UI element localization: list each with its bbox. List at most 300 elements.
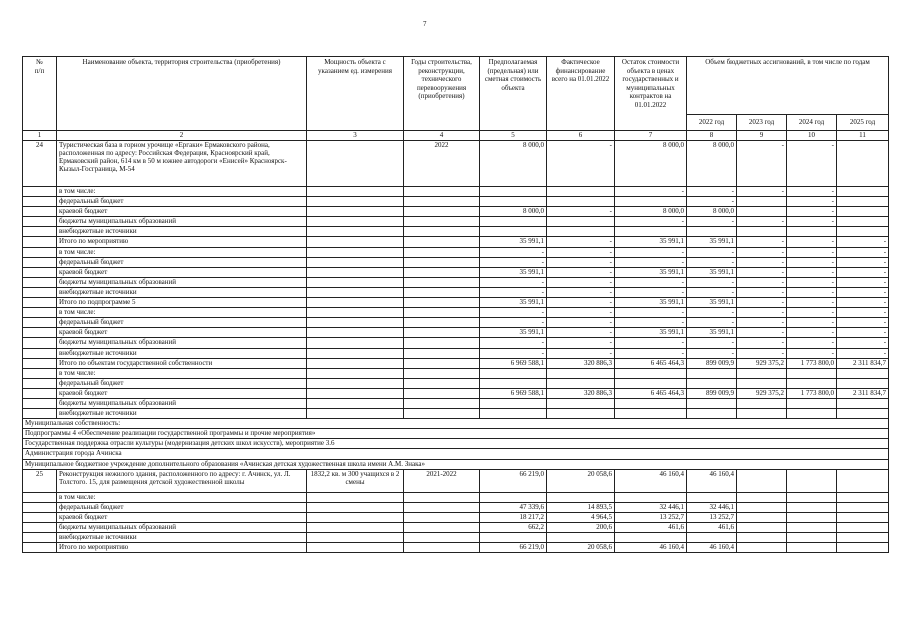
row-estimate: 35 991,1 — [480, 328, 547, 338]
row-y2025: - — [837, 308, 889, 318]
row-estimate: - — [480, 277, 547, 287]
row-estimate — [480, 227, 547, 237]
row-actual: 200,6 — [547, 522, 615, 532]
row-capacity — [307, 368, 404, 378]
row-y2023: - — [737, 298, 787, 308]
row-y2025 — [837, 409, 889, 419]
row-capacity — [307, 348, 404, 358]
row-label: в том числе: — [57, 187, 307, 197]
column-index-row — [23, 131, 889, 141]
row-y2022: 32 446,1 — [687, 502, 737, 512]
row-estimate — [480, 197, 547, 207]
row-actual: 320 886,3 — [547, 388, 615, 398]
header-year-2022: 2022 год — [687, 115, 737, 131]
row-remaining: - — [615, 277, 687, 287]
row-y2024 — [787, 533, 837, 543]
row-remaining — [615, 368, 687, 378]
row-number — [23, 368, 57, 378]
row-y2025 — [837, 207, 889, 217]
row-actual — [547, 368, 615, 378]
row-estimate — [480, 378, 547, 388]
row-remaining: 6 465 464,3 — [615, 358, 687, 368]
row-label: бюджеты муниципальных образований — [57, 277, 307, 287]
budget-row — [23, 533, 889, 543]
row-y2022: - — [687, 247, 737, 257]
row-remaining: 35 991,1 — [615, 328, 687, 338]
object-25-row — [23, 469, 889, 492]
row-years — [404, 257, 480, 267]
section-heading: Муниципальная собственность: — [23, 419, 889, 429]
section-heading: Государственная поддержка отрасли культуры (модернизация детских школ искусств), мероприятие 3.6 — [23, 439, 889, 449]
budget-row — [23, 187, 889, 197]
row-label: внебюджетные источники — [57, 409, 307, 419]
row-actual: - — [547, 247, 615, 257]
row-y2024 — [787, 409, 837, 419]
row-y2023: 929 375,2 — [737, 388, 787, 398]
row-y2022: 46 160,4 — [687, 543, 737, 553]
row-y2024 — [787, 398, 837, 408]
row-estimate: - — [480, 257, 547, 267]
row-actual: 20 058,6 — [547, 543, 615, 553]
row-number — [23, 328, 57, 338]
row-y2023 — [737, 502, 787, 512]
row-actual: 14 893,5 — [547, 502, 615, 512]
row-years — [404, 533, 480, 543]
row-estimate — [480, 368, 547, 378]
column-index: 1 — [23, 131, 57, 141]
row-number — [23, 522, 57, 532]
row-remaining: - — [615, 187, 687, 197]
budget-row — [23, 522, 889, 532]
row-y2022: 899 009,9 — [687, 358, 737, 368]
row-y2025: - — [837, 267, 889, 277]
row-y2022 — [687, 368, 737, 378]
row-remaining: 461,6 — [615, 522, 687, 532]
row-y2023 — [737, 207, 787, 217]
row-capacity — [307, 308, 404, 318]
row-years — [404, 543, 480, 553]
row-y2024 — [787, 512, 837, 522]
investment-objects-table — [22, 56, 889, 553]
row-y2025: - — [837, 338, 889, 348]
column-index: 6 — [547, 131, 615, 141]
row-capacity — [307, 277, 404, 287]
row-label: федеральный бюджет — [57, 378, 307, 388]
row-label: краевой бюджет — [57, 328, 307, 338]
row-y2025 — [837, 522, 889, 532]
header-col-years: Годы строительства, реконструкции, технического перевооружения (приобретения) — [404, 57, 480, 131]
row-capacity — [307, 237, 404, 247]
row-estimate: 35 991,1 — [480, 237, 547, 247]
row-label: краевой бюджет — [57, 267, 307, 277]
row-y2022: 35 991,1 — [687, 328, 737, 338]
row-capacity — [307, 257, 404, 267]
row-estimate: 662,2 — [480, 522, 547, 532]
row-y2022 — [687, 409, 737, 419]
row-capacity — [307, 492, 404, 502]
row-years — [404, 388, 480, 398]
row-years — [404, 267, 480, 277]
row-capacity — [307, 197, 404, 207]
row-estimate: 8 000,0 — [480, 207, 547, 217]
header-year-2025: 2025 год — [837, 115, 889, 131]
row-y2025 — [837, 492, 889, 502]
row-y2023: - — [737, 217, 787, 227]
section-heading: Муниципальное бюджетное учреждение дополнительного образования «Ачинская детская художественная школа имени А.М. Знака» — [23, 459, 889, 469]
object-years: 2022 — [404, 141, 480, 187]
row-estimate: 6 969 588,1 — [480, 388, 547, 398]
row-estimate — [480, 492, 547, 502]
row-y2025 — [837, 197, 889, 207]
row-y2023: - — [737, 267, 787, 277]
row-y2025: - — [837, 277, 889, 287]
row-years — [404, 398, 480, 408]
row-y2023: - — [737, 308, 787, 318]
row-years — [404, 512, 480, 522]
column-index: 5 — [480, 131, 547, 141]
row-number — [23, 318, 57, 328]
column-index: 3 — [307, 131, 404, 141]
row-remaining: - — [615, 287, 687, 297]
row-remaining: 35 991,1 — [615, 267, 687, 277]
row-actual — [547, 409, 615, 419]
row-estimate: 66 219,0 — [480, 543, 547, 553]
row-remaining — [615, 409, 687, 419]
object-24-row — [23, 141, 889, 187]
budget-row — [23, 338, 889, 348]
row-y2023: - — [737, 257, 787, 267]
row-y2023 — [737, 543, 787, 553]
row-capacity — [307, 533, 404, 543]
row-actual: - — [547, 328, 615, 338]
row-actual — [547, 187, 615, 197]
row-y2024: 1 773 800,0 — [787, 388, 837, 398]
row-actual: - — [547, 308, 615, 318]
row-years — [404, 227, 480, 237]
row-y2023 — [737, 197, 787, 207]
header-col-remaining: Остаток стоимости объекта в ценах государственных и муниципальных контрактов на 01.01.2022 — [615, 57, 687, 131]
row-number — [23, 338, 57, 348]
budget-row — [23, 308, 889, 318]
row-y2023: - — [737, 187, 787, 197]
row-y2024: - — [787, 338, 837, 348]
row-y2024: - — [787, 217, 837, 227]
row-y2025 — [837, 227, 889, 237]
budget-row — [23, 217, 889, 227]
row-actual: - — [547, 277, 615, 287]
row-actual — [547, 227, 615, 237]
row-label: в том числе: — [57, 492, 307, 502]
row-years — [404, 318, 480, 328]
row-remaining: 32 446,1 — [615, 502, 687, 512]
row-capacity — [307, 388, 404, 398]
row-number — [23, 247, 57, 257]
row-actual: - — [547, 348, 615, 358]
row-remaining — [615, 398, 687, 408]
row-actual: 320 886,3 — [547, 358, 615, 368]
budget-row — [23, 358, 889, 368]
row-y2022 — [687, 378, 737, 388]
row-y2023 — [737, 227, 787, 237]
row-number — [23, 267, 57, 277]
budget-row — [23, 287, 889, 297]
header-col-capacity: Мощность объекта с указанием ед. измерения — [307, 57, 404, 131]
row-y2024: - — [787, 247, 837, 257]
column-index: 11 — [837, 131, 889, 141]
row-label: федеральный бюджет — [57, 318, 307, 328]
row-label: внебюджетные источники — [57, 348, 307, 358]
row-y2025: - — [837, 257, 889, 267]
table-body — [23, 131, 889, 553]
row-y2024 — [787, 543, 837, 553]
row-capacity — [307, 328, 404, 338]
row-y2024: - — [787, 318, 837, 328]
budget-row — [23, 543, 889, 553]
row-y2023: - — [737, 237, 787, 247]
row-number — [23, 533, 57, 543]
row-actual — [547, 378, 615, 388]
row-label: бюджеты муниципальных образований — [57, 398, 307, 408]
section-heading-row — [23, 459, 889, 469]
row-actual: - — [547, 257, 615, 267]
budget-row — [23, 237, 889, 247]
row-label: бюджеты муниципальных образований — [57, 217, 307, 227]
column-index: 10 — [787, 131, 837, 141]
row-number — [23, 217, 57, 227]
row-number — [23, 287, 57, 297]
row-y2023: - — [737, 328, 787, 338]
object-y2022: 8 000,0 — [687, 141, 737, 187]
row-actual — [547, 398, 615, 408]
row-y2024: - — [787, 187, 837, 197]
section-heading-row — [23, 439, 889, 449]
row-label: Итого по мероприятию — [57, 543, 307, 553]
row-actual: - — [547, 237, 615, 247]
row-label: внебюджетные источники — [57, 533, 307, 543]
row-y2025 — [837, 533, 889, 543]
budget-row — [23, 328, 889, 338]
header-col-no: № п/п — [23, 57, 57, 131]
row-estimate — [480, 187, 547, 197]
row-y2024: - — [787, 287, 837, 297]
row-capacity — [307, 543, 404, 553]
row-capacity — [307, 338, 404, 348]
row-remaining: 35 991,1 — [615, 237, 687, 247]
row-number — [23, 308, 57, 318]
row-y2024: - — [787, 267, 837, 277]
row-number — [23, 277, 57, 287]
row-remaining: - — [615, 348, 687, 358]
header-col-actual: Фактическое финансирование всего на 01.01.2022 — [547, 57, 615, 131]
row-estimate: - — [480, 247, 547, 257]
column-index: 9 — [737, 131, 787, 141]
object-y2025 — [837, 469, 889, 492]
row-y2023: - — [737, 247, 787, 257]
row-years — [404, 187, 480, 197]
row-y2025 — [837, 187, 889, 197]
object-y2022: 46 160,4 — [687, 469, 737, 492]
row-capacity — [307, 522, 404, 532]
row-y2022: 13 252,7 — [687, 512, 737, 522]
row-years — [404, 308, 480, 318]
row-estimate: 47 339,6 — [480, 502, 547, 512]
row-number — [23, 227, 57, 237]
row-y2025: 2 311 834,7 — [837, 358, 889, 368]
object-actual: 20 058,6 — [547, 469, 615, 492]
row-y2024: - — [787, 328, 837, 338]
row-y2022: - — [687, 348, 737, 358]
row-y2025: - — [837, 287, 889, 297]
row-y2025: - — [837, 348, 889, 358]
row-remaining: 35 991,1 — [615, 298, 687, 308]
row-label: краевой бюджет — [57, 207, 307, 217]
row-number — [23, 298, 57, 308]
row-estimate: - — [480, 338, 547, 348]
row-years — [404, 358, 480, 368]
row-actual — [547, 533, 615, 543]
row-capacity — [307, 298, 404, 308]
column-index: 4 — [404, 131, 480, 141]
budget-row — [23, 378, 889, 388]
row-capacity — [307, 318, 404, 328]
row-estimate: 6 969 588,1 — [480, 358, 547, 368]
row-capacity — [307, 227, 404, 237]
row-remaining: 6 465 464,3 — [615, 388, 687, 398]
row-remaining: 8 000,0 — [615, 207, 687, 217]
row-label: краевой бюджет — [57, 388, 307, 398]
row-y2024: - — [787, 298, 837, 308]
row-years — [404, 197, 480, 207]
row-y2024 — [787, 502, 837, 512]
row-years — [404, 217, 480, 227]
object-number: 24 — [23, 141, 57, 187]
row-actual: 4 964,5 — [547, 512, 615, 522]
row-label: Итого по мероприятию — [57, 237, 307, 247]
row-y2024: - — [787, 348, 837, 358]
row-y2023 — [737, 409, 787, 419]
object-estimate: 8 000,0 — [480, 141, 547, 187]
row-capacity — [307, 187, 404, 197]
budget-row — [23, 368, 889, 378]
row-y2022: - — [687, 217, 737, 227]
row-label: в том числе: — [57, 308, 307, 318]
row-y2025 — [837, 398, 889, 408]
row-y2022 — [687, 227, 737, 237]
budget-row — [23, 267, 889, 277]
row-years — [404, 522, 480, 532]
row-y2024: - — [787, 308, 837, 318]
section-heading-row — [23, 419, 889, 429]
row-label: внебюджетные источники — [57, 227, 307, 237]
object-years: 2021-2022 — [404, 469, 480, 492]
row-y2023: 929 375,2 — [737, 358, 787, 368]
row-y2025: - — [837, 328, 889, 338]
row-remaining — [615, 227, 687, 237]
row-label: Итого по объектам государственной собственности — [57, 358, 307, 368]
row-number — [23, 378, 57, 388]
row-y2025 — [837, 543, 889, 553]
row-number — [23, 207, 57, 217]
row-years — [404, 277, 480, 287]
row-estimate: 35 991,1 — [480, 267, 547, 277]
row-label: краевой бюджет — [57, 512, 307, 522]
budget-row — [23, 197, 889, 207]
row-y2025 — [837, 502, 889, 512]
row-capacity — [307, 409, 404, 419]
row-capacity — [307, 398, 404, 408]
row-estimate — [480, 398, 547, 408]
row-actual: - — [547, 207, 615, 217]
section-heading-row — [23, 449, 889, 459]
row-y2025: 2 311 834,7 — [837, 388, 889, 398]
section-heading: Администрация города Ачинска — [23, 449, 889, 459]
column-index: 2 — [57, 131, 307, 141]
row-years — [404, 298, 480, 308]
header-col-budget: Объем бюджетных ассигнований, в том числе по годам — [687, 57, 889, 115]
section-heading-row — [23, 429, 889, 439]
row-y2023 — [737, 512, 787, 522]
row-capacity — [307, 378, 404, 388]
row-estimate — [480, 409, 547, 419]
object-y2024: - — [787, 141, 837, 187]
budget-row — [23, 512, 889, 522]
header-col-name: Наименование объекта, территория строительства (приобретения) — [57, 57, 307, 131]
object-y2023: - — [737, 141, 787, 187]
row-number — [23, 197, 57, 207]
row-number — [23, 502, 57, 512]
row-y2024 — [787, 227, 837, 237]
budget-row — [23, 257, 889, 267]
budget-row — [23, 227, 889, 237]
header-col-estimate: Предполагаемая (предельная) или сметная стоимость объекта — [480, 57, 547, 131]
row-number — [23, 187, 57, 197]
object-actual: - — [547, 141, 615, 187]
row-number — [23, 348, 57, 358]
row-y2022 — [687, 492, 737, 502]
row-y2025 — [837, 368, 889, 378]
row-y2025 — [837, 378, 889, 388]
row-years — [404, 492, 480, 502]
row-y2024 — [787, 368, 837, 378]
row-y2022: - — [687, 277, 737, 287]
column-index: 8 — [687, 131, 737, 141]
row-capacity — [307, 267, 404, 277]
row-estimate: - — [480, 348, 547, 358]
row-y2022: 8 000,0 — [687, 207, 737, 217]
row-y2022: 35 991,1 — [687, 267, 737, 277]
row-years — [404, 348, 480, 358]
object-capacity: 1832,2 кв. м 300 учащихся в 2 смены — [307, 469, 404, 492]
row-capacity — [307, 358, 404, 368]
row-remaining: - — [615, 247, 687, 257]
row-label: внебюджетные источники — [57, 287, 307, 297]
row-y2023: - — [737, 338, 787, 348]
row-actual: - — [547, 338, 615, 348]
row-estimate: 18 217,2 — [480, 512, 547, 522]
row-number — [23, 492, 57, 502]
row-y2022: 35 991,1 — [687, 237, 737, 247]
object-y2025 — [837, 141, 889, 187]
budget-row — [23, 348, 889, 358]
row-y2023: - — [737, 318, 787, 328]
row-y2024: - — [787, 277, 837, 287]
row-capacity — [307, 287, 404, 297]
row-years — [404, 368, 480, 378]
row-years — [404, 328, 480, 338]
row-y2025: - — [837, 247, 889, 257]
row-label: бюджеты муниципальных образований — [57, 522, 307, 532]
row-y2025: - — [837, 237, 889, 247]
